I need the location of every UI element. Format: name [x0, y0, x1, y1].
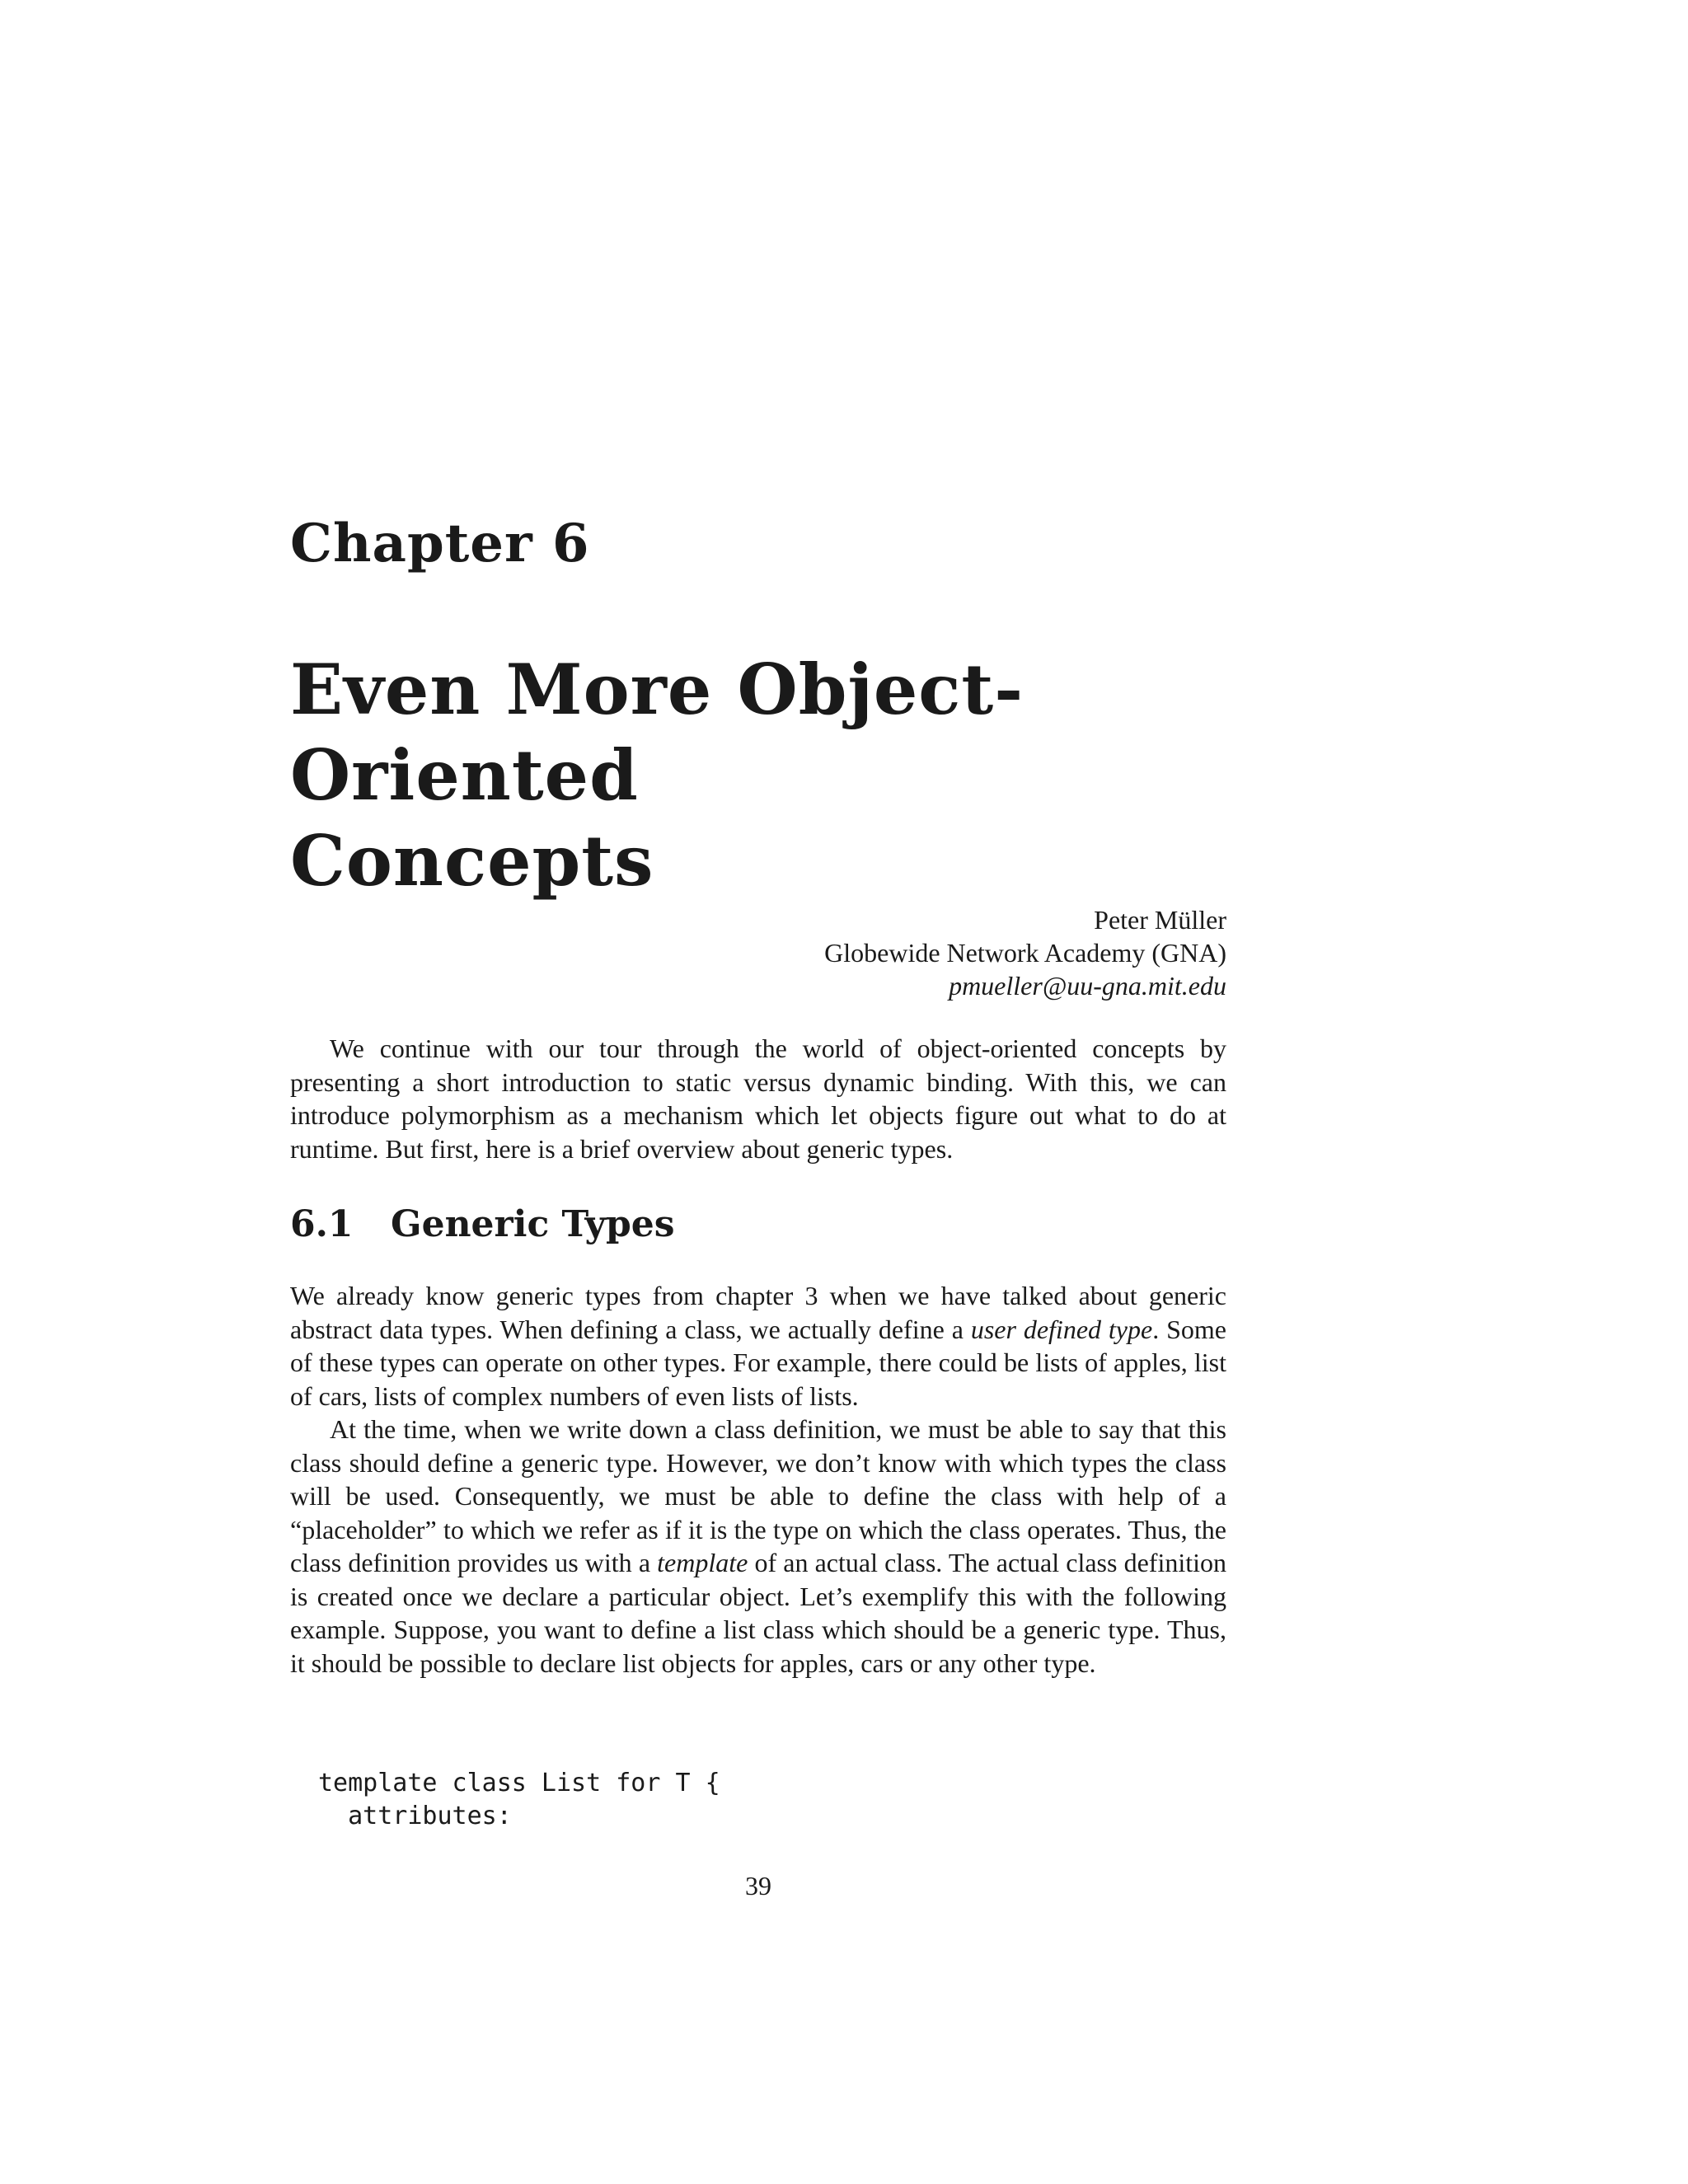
section-title: Generic Types — [391, 1203, 675, 1245]
author-affiliation: Globewide Network Academy (GNA) — [824, 938, 1226, 968]
body-paragraph-1 — [290, 1279, 1226, 1413]
body-paragraph-1-text-a: We already know generic types from chapter 3 when we have talked about generic abstract data types. When defining a class, we actually define a — [290, 1281, 1226, 1344]
body-paragraph-2-emphasis: template — [657, 1548, 748, 1577]
body-paragraph-1-emphasis: user defined type — [970, 1314, 1153, 1344]
intro-paragraph: We continue with our tour through the world of object-oriented concepts by presenting a short introduction to static versus dynamic binding. With this, we can introduce polymorphism as a mechanism which let objects figure out what to do at runtime. But first, here is a brief overview about generic types. — [290, 1033, 1226, 1164]
author-name: Peter Müller — [1094, 905, 1226, 935]
body-paragraph-1-text-b: . Some of these types can operate on other types. For example, there could be lists of apples, list of cars, lists of complex numbers of even lists of lists. — [290, 1314, 1227, 1411]
author-block — [824, 903, 1226, 1002]
code-line-1: template class List for T { — [318, 1769, 720, 1797]
chapter-label: Chapter 6 — [290, 513, 590, 574]
code-listing — [318, 1767, 720, 1833]
chapter-title-line-2: Concepts — [290, 820, 654, 902]
chapter-title — [290, 647, 1279, 904]
body-paragraph-2-text-b: of an actual class. The actual class definition is created once we declare a particular object. Let’s exemplify this with the following example. Suppose, you want to define a list class which should be a generic type. Thus, it should be possible to declare list objects for apples, cars or any other type. — [290, 1548, 1227, 1678]
section-body — [290, 1279, 1226, 1680]
author-email: pmueller@uu-gna.mit.edu — [949, 971, 1226, 1001]
body-paragraph-2 — [290, 1413, 1226, 1680]
section-heading — [290, 1203, 675, 1245]
page-number: 39 — [745, 1871, 771, 1900]
section-number: 6.1 — [290, 1203, 354, 1245]
intro-section — [290, 1032, 1226, 1165]
chapter-title-line-1: Even More Object-Oriented — [290, 649, 1025, 816]
body-paragraph-2-text-a: At the time, when we write down a class definition, we must be able to say that this class should define a generic type. However, we don’t know with which types the class will be used. Consequently, we must be able to define the class with help of a “placeholder” to which we refer as if it is the type on which the class operates. Thus, the class definition provides us with a — [290, 1414, 1226, 1577]
code-line-2: attributes: — [318, 1802, 512, 1830]
